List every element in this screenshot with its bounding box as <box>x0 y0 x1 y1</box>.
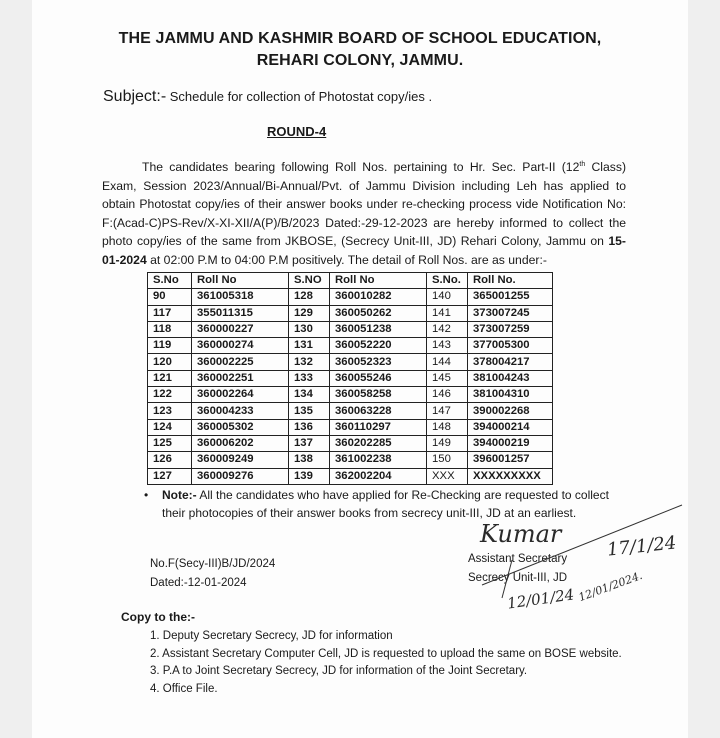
roll-cell: 396001257 <box>468 452 553 468</box>
roll-cell: 360110297 <box>330 419 427 435</box>
roll-cell: 360063228 <box>330 403 427 419</box>
round-heading: ROUND-4 <box>267 124 327 139</box>
roll-cell: 365001255 <box>468 289 553 305</box>
roll-cell: 360009276 <box>192 468 289 484</box>
sno-cell: 144 <box>427 354 468 370</box>
roll-cell: 362002204 <box>330 468 427 484</box>
roll-cell: 360006202 <box>192 435 289 451</box>
roll-number-table <box>147 272 553 485</box>
roll-cell: 361005318 <box>192 289 289 305</box>
copy-to-item: 2. Assistant Secretary Computer Cell, JD is requested to upload the same on BOSE website. <box>150 647 622 660</box>
header-sno-1: S.No <box>148 273 192 289</box>
sno-cell: 133 <box>289 370 330 386</box>
roll-cell: 360002251 <box>192 370 289 386</box>
header-roll-2: Roll No <box>330 273 427 289</box>
sno-cell: 121 <box>148 370 192 386</box>
copy-to-item: 1. Deputy Secretary Secrecy, JD for information <box>150 630 393 642</box>
bullet-icon: • <box>144 488 149 502</box>
copy-to-item: 3. P.A to Joint Secretary Secrecy, JD for information of the Joint Secretary. <box>150 665 528 677</box>
sno-cell: 132 <box>289 354 330 370</box>
copy-to-item: 4. Office File. <box>150 682 218 695</box>
sno-cell: 126 <box>148 452 192 468</box>
board-address: REHARI COLONY, JAMMU. <box>256 52 464 69</box>
sno-cell: 118 <box>148 321 192 337</box>
table-row <box>148 305 553 321</box>
sno-cell: 128 <box>289 289 330 305</box>
sno-cell: 119 <box>148 338 192 354</box>
roll-cell: 360004233 <box>192 403 289 419</box>
header-sno-2: S.NO <box>289 273 330 289</box>
roll-cell: 381004243 <box>468 370 553 386</box>
board-name: THE JAMMU AND KASHMIR BOARD OF SCHOOL EDUCATION, <box>118 30 602 47</box>
roll-cell: 360202285 <box>330 435 427 451</box>
sno-cell: 120 <box>148 354 192 370</box>
table-row <box>148 354 553 370</box>
sno-cell: 135 <box>289 403 330 419</box>
table-row <box>148 289 553 305</box>
roll-cell: 373007245 <box>468 305 553 321</box>
note-text: All the candidates who have applied for Re-Checking are requested to collect their photocopies of their answer books from secrecy unit-III, JD at an earliest. <box>162 488 609 520</box>
body-text-2: Class) Exam, Session 2023/Annual/Bi-Annual/Pvt. of Jammu Division including Leh has applied to obtain Photostat copy/ies of their answer books under re-checking process vide Notification No: F:(Acad-C)PS-Rev/X-XI-XII/A(P)/B/2023 Dated:-29-12-2023 are hereby informed to collect the photo copy/ies of the same from JKBOSE, (Secrecy Unit-III, JD) Rehari Colony, Jammu on <box>102 160 627 249</box>
roll-cell: 360002225 <box>192 354 289 370</box>
roll-cell: 360010282 <box>330 289 427 305</box>
roll-cell: 381004310 <box>468 387 553 403</box>
handwritten-date-1: 17/1/24 <box>606 532 678 561</box>
table-row <box>148 338 553 354</box>
sno-cell: 140 <box>427 289 468 305</box>
document-page <box>32 0 688 738</box>
roll-cell: 355011315 <box>192 305 289 321</box>
roll-cell: 360058258 <box>330 387 427 403</box>
body-paragraph <box>102 156 626 270</box>
subject-label: Subject:- <box>103 88 167 105</box>
sno-cell: 139 <box>289 468 330 484</box>
sno-cell: 145 <box>427 370 468 386</box>
body-text-1: The candidates bearing following Roll Nos. pertaining to Hr. Sec. Part-II (12 <box>142 160 580 175</box>
sno-cell: 127 <box>148 468 192 484</box>
collection-date: 15-01-2024 <box>102 234 626 268</box>
sno-cell: 117 <box>148 305 192 321</box>
roll-cell: 360052323 <box>330 354 427 370</box>
copy-to-heading: Copy to the:- <box>121 610 195 624</box>
header-roll-1: Roll No <box>192 273 289 289</box>
roll-cell: 360052220 <box>330 338 427 354</box>
header-sno-3: S.No. <box>427 273 468 289</box>
table-row <box>148 321 553 337</box>
sno-cell: 90 <box>148 289 192 305</box>
sno-cell: 147 <box>427 403 468 419</box>
sno-cell: 141 <box>427 305 468 321</box>
sno-cell: 124 <box>148 419 192 435</box>
reference-number: No.F(Secy-III)B/JD/2024 <box>150 558 276 570</box>
roll-number-table-wrap <box>147 272 553 485</box>
roll-cell: 360051238 <box>330 321 427 337</box>
roll-cell: 360005302 <box>192 419 289 435</box>
sno-cell: 136 <box>289 419 330 435</box>
reference-date: Dated:-12-01-2024 <box>150 577 247 589</box>
handwritten-date-2: 12/01/24 <box>506 585 576 613</box>
sno-cell: 142 <box>427 321 468 337</box>
sno-cell: 123 <box>148 403 192 419</box>
roll-cell: 360000227 <box>192 321 289 337</box>
sno-cell: 130 <box>289 321 330 337</box>
table-row <box>148 452 553 468</box>
table-header-row <box>148 273 553 289</box>
sno-cell: 122 <box>148 387 192 403</box>
roll-cell: 361002238 <box>330 452 427 468</box>
sno-cell: 137 <box>289 435 330 451</box>
roll-cell: 360050262 <box>330 305 427 321</box>
roll-cell: 360009249 <box>192 452 289 468</box>
sno-cell: 138 <box>289 452 330 468</box>
signatory-title: Assistant Secretary <box>468 553 568 565</box>
body-text-3: at 02:00 P.M to 04:00 P.M positively. The detail of Roll Nos. are as under:- <box>146 253 547 268</box>
sno-cell: 125 <box>148 435 192 451</box>
roll-cell: 360002264 <box>192 387 289 403</box>
table-row <box>148 403 553 419</box>
sno-cell: 150 <box>427 452 468 468</box>
roll-cell: 378004217 <box>468 354 553 370</box>
subject-text: Schedule for collection of Photostat copy/ies . <box>169 89 433 104</box>
sno-cell: 131 <box>289 338 330 354</box>
roll-cell: 377005300 <box>468 338 553 354</box>
sno-cell: 148 <box>427 419 468 435</box>
copy-to-list <box>150 628 622 698</box>
handwritten-signature: Kumar <box>480 520 562 548</box>
subject-line <box>103 88 432 106</box>
sno-cell: 149 <box>427 435 468 451</box>
sno-cell: 143 <box>427 338 468 354</box>
sno-cell: 129 <box>289 305 330 321</box>
roll-cell: 360055246 <box>330 370 427 386</box>
sno-cell: XXX <box>427 468 468 484</box>
roll-cell: 394000219 <box>468 435 553 451</box>
body-sup: th <box>579 161 586 168</box>
roll-cell: 394000214 <box>468 419 553 435</box>
handwritten-date-3: 12/01/2024. <box>576 568 645 605</box>
table-row <box>148 370 553 386</box>
table-row <box>148 435 553 451</box>
signatory-unit: Secrecy Unit-III, JD <box>468 572 568 584</box>
table-row <box>148 387 553 403</box>
table-row <box>148 468 553 484</box>
header-roll-3: Roll No. <box>468 273 553 289</box>
roll-cell: 373007259 <box>468 321 553 337</box>
table-row <box>148 419 553 435</box>
sno-cell: 146 <box>427 387 468 403</box>
roll-cell: 390002268 <box>468 403 553 419</box>
roll-cell: 360000274 <box>192 338 289 354</box>
roll-cell: XXXXXXXXX <box>468 468 553 484</box>
sno-cell: 134 <box>289 387 330 403</box>
signature-stroke-icon <box>472 500 692 600</box>
note-label: Note:- <box>162 488 197 502</box>
